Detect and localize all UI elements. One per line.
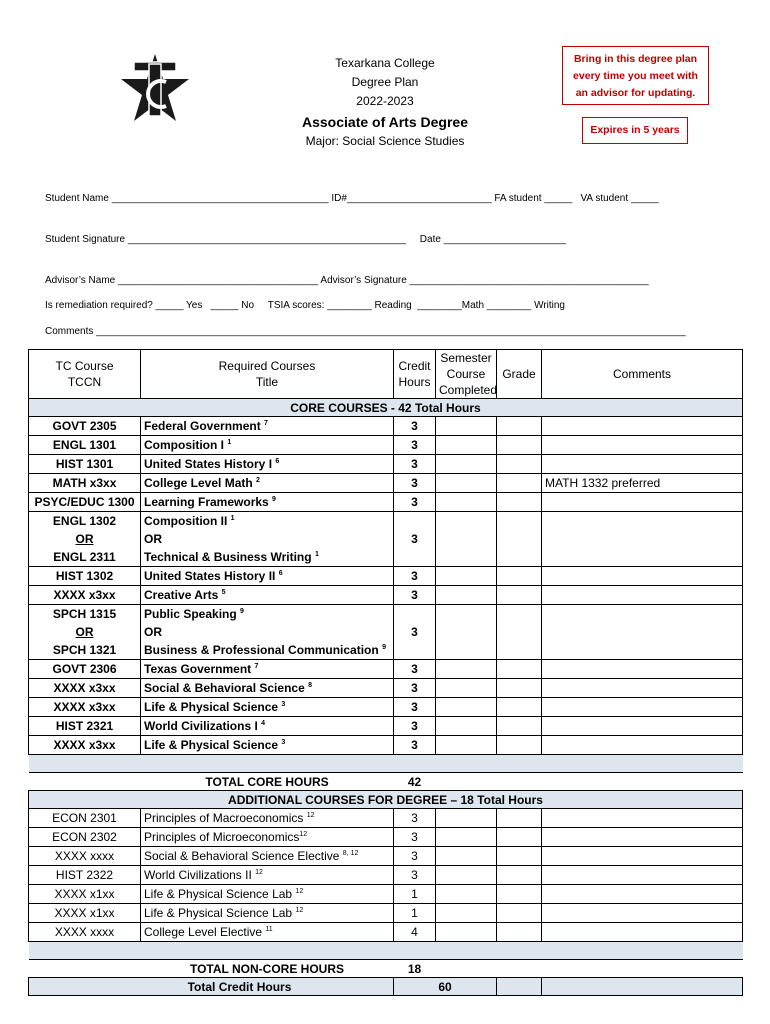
core-total-row — [29, 773, 743, 791]
remediation-line[interactable]: Is remediation required? _____ Yes _____ No TSIA scores: ________ Reading ________Math ________ Writing — [45, 300, 565, 311]
comment-cell[interactable] — [542, 586, 743, 605]
semester-cell[interactable] — [436, 866, 497, 885]
comment-cell[interactable] — [542, 736, 743, 755]
semester-cell[interactable] — [436, 474, 497, 493]
footnote-ref: 8, 12 — [342, 850, 359, 857]
course-code: OR — [75, 532, 94, 546]
grade-header: Grade — [497, 350, 542, 399]
footnote-ref: 3 — [281, 701, 286, 708]
credit-hours: 3 — [394, 512, 436, 567]
header-text: Title — [255, 375, 279, 389]
comment-cell[interactable] — [542, 809, 743, 828]
table-row — [29, 923, 743, 942]
comment-cell[interactable] — [542, 567, 743, 586]
comment-cell[interactable] — [542, 436, 743, 455]
course-code: XXXX x1xx — [54, 887, 115, 901]
course-title — [144, 885, 390, 903]
course-title — [144, 530, 390, 548]
semester-cell[interactable] — [436, 605, 497, 660]
course-code: ENGL 1301 — [52, 438, 117, 452]
credit-hours: 3 — [394, 436, 436, 455]
comments-header: Comments — [542, 350, 743, 399]
course-title — [144, 717, 390, 735]
semester-cell[interactable] — [436, 923, 497, 942]
grade-cell[interactable] — [497, 828, 542, 847]
grade-cell[interactable] — [497, 660, 542, 679]
course-code-cell — [29, 417, 141, 436]
course-title-cell — [141, 736, 394, 755]
degree-plan-table — [28, 349, 743, 996]
course-title-text: Public Speaking — [144, 607, 241, 621]
course-title-text: Composition II — [144, 514, 231, 528]
advisor-notice — [562, 46, 709, 105]
course-code: HIST 1302 — [55, 569, 114, 583]
footnote-ref: 7 — [254, 663, 259, 670]
notice-line: Bring in this degree plan — [573, 53, 698, 65]
footnote-ref: 12 — [299, 831, 308, 838]
grade-cell[interactable] — [497, 717, 542, 736]
grade-cell[interactable] — [497, 455, 542, 474]
course-code: GOVT 2305 — [52, 419, 117, 433]
grade-cell[interactable] — [497, 586, 542, 605]
course-code: GOVT 2306 — [52, 662, 117, 676]
footnote-ref: 8 — [308, 682, 312, 689]
table-row — [29, 828, 743, 847]
credit-hours: 3 — [394, 847, 436, 866]
course-title — [144, 698, 390, 716]
grade-cell[interactable] — [497, 866, 542, 885]
comment-cell[interactable] — [542, 493, 743, 512]
course-code: OR — [75, 625, 94, 639]
noncore-total-row — [29, 960, 743, 978]
table-row — [29, 660, 743, 679]
course-title-cell — [141, 493, 394, 512]
grade-cell[interactable] — [497, 474, 542, 493]
course-title-text: College Level Math — [144, 476, 257, 490]
course-title-cell — [141, 847, 394, 866]
semester-cell[interactable] — [436, 736, 497, 755]
course-title-text: Social & Behavioral Science Elective — [144, 849, 343, 863]
advisor-line[interactable]: Advisor’s Name ____________________________________ Advisor’s Signature ___________________________________________ — [45, 275, 649, 286]
credit-hours: 3 — [394, 698, 436, 717]
course-code: PSYC/EDUC 1300 — [34, 495, 135, 509]
credit-hours: 3 — [394, 828, 436, 847]
course-code-cell — [29, 923, 141, 942]
course-code-cell — [29, 828, 141, 847]
major: Major: Social Science Studies — [305, 134, 465, 148]
credit-hours: 3 — [394, 660, 436, 679]
semester-cell[interactable] — [436, 660, 497, 679]
credit-hours: 3 — [394, 455, 436, 474]
course-title-cell — [141, 455, 394, 474]
course-title-text: Principles of Macroeconomics — [144, 811, 307, 825]
course-title-text: Life & Physical Science Lab — [144, 906, 296, 920]
doc-type: Degree Plan — [351, 75, 419, 89]
course-title — [144, 493, 390, 511]
course-code: HIST 2322 — [55, 868, 114, 882]
course-code-cell — [29, 717, 141, 736]
credit-hours: 3 — [394, 717, 436, 736]
course-title-text: Composition I — [144, 438, 228, 452]
comment-cell[interactable] — [542, 660, 743, 679]
course-title-text: Federal Government — [144, 419, 265, 433]
course-title-cell — [141, 512, 394, 567]
course-title — [144, 923, 390, 941]
grand-total-row — [29, 978, 743, 996]
header-text: Required Courses — [218, 359, 316, 373]
notice-line: every time you meet with — [573, 70, 698, 82]
course-title-text: OR — [144, 625, 162, 639]
course-title-text: Technical & Business Writing — [144, 550, 315, 564]
course-code: ENGL 2311 — [53, 550, 116, 564]
course-title-text: Life & Physical Science Lab — [144, 887, 296, 901]
comment-cell[interactable] — [542, 512, 743, 567]
grade-cell[interactable] — [497, 698, 542, 717]
course-title-cell — [141, 866, 394, 885]
course-code: XXXX x3xx — [53, 681, 116, 695]
header-text: Semester — [440, 351, 492, 365]
footnote-ref: 2 — [256, 477, 260, 484]
semester-cell[interactable] — [436, 698, 497, 717]
expiry-notice: Expires in 5 years — [582, 117, 688, 144]
footnote-ref: 6 — [275, 458, 280, 465]
credit-hours: 3 — [394, 474, 436, 493]
grade-cell[interactable] — [497, 736, 542, 755]
course-title — [144, 828, 390, 846]
grade-cell[interactable] — [497, 809, 542, 828]
table-row — [29, 512, 743, 567]
header-text: Credit — [398, 359, 431, 373]
credit-hours: 3 — [394, 866, 436, 885]
course-code: SPCH 1321 — [52, 643, 117, 657]
footnote-ref: 6 — [278, 570, 283, 577]
comment-cell[interactable] — [542, 866, 743, 885]
comment-cell[interactable] — [542, 923, 743, 942]
course-code: XXXX xxxx — [54, 849, 115, 863]
table-row — [29, 698, 743, 717]
course-code: XXXX xxxx — [54, 925, 115, 939]
course-title-cell — [141, 417, 394, 436]
footnote-ref: 12 — [295, 907, 304, 914]
course-title — [144, 548, 390, 566]
additional-section-title: ADDITIONAL COURSES FOR DEGREE – 18 Total Hours — [29, 791, 743, 809]
table-row — [29, 493, 743, 512]
footnote-ref: 1 — [230, 515, 235, 522]
semester-cell[interactable] — [436, 567, 497, 586]
table-row — [29, 809, 743, 828]
student-name-line[interactable]: Student Name _______________________________________ ID#__________________________ FA student _____ VA student _____ — [45, 193, 659, 204]
course-code-cell — [29, 512, 141, 567]
course-title — [144, 660, 390, 678]
grade-cell[interactable] — [497, 417, 542, 436]
footnote-ref: 7 — [264, 420, 268, 427]
course-title — [144, 847, 390, 865]
course-title — [144, 641, 390, 659]
semester-cell[interactable] — [436, 455, 497, 474]
credit-hours: 3 — [394, 417, 436, 436]
course-title — [144, 605, 390, 623]
grand-total-label: Total Credit Hours — [29, 978, 394, 996]
course-code-cell — [29, 455, 141, 474]
grade-cell[interactable] — [497, 436, 542, 455]
course-title-cell — [141, 567, 394, 586]
header-text: TCCN — [67, 375, 102, 389]
title-header — [141, 350, 394, 399]
footnote-ref: 1 — [314, 551, 319, 558]
course-title-text: Learning Frameworks — [144, 495, 273, 509]
credit-header — [394, 350, 436, 399]
course-title — [144, 679, 390, 697]
course-code: SPCH 1315 — [52, 607, 117, 621]
course-title-text: Business & Professional Communication — [144, 643, 383, 657]
course-title — [144, 417, 390, 435]
grand-total-value: 60 — [394, 978, 497, 996]
footnote-ref: 9 — [240, 608, 244, 615]
noncore-total-value: 18 — [394, 960, 436, 978]
course-code-cell — [29, 904, 141, 923]
table-row — [29, 904, 743, 923]
semester-cell[interactable] — [436, 904, 497, 923]
course-title-cell — [141, 436, 394, 455]
course-title — [144, 809, 390, 827]
credit-hours: 4 — [394, 923, 436, 942]
semester-cell[interactable] — [436, 679, 497, 698]
semester-cell[interactable] — [436, 417, 497, 436]
credit-hours: 3 — [394, 736, 436, 755]
comments-line[interactable]: Comments __________________________________________________________________________________________________________ — [45, 326, 686, 337]
course-title-text: World Civilizations II — [144, 868, 256, 882]
footnote-ref: 11 — [265, 926, 273, 933]
course-code-cell — [29, 885, 141, 904]
table-row — [29, 679, 743, 698]
comment-cell[interactable] — [542, 605, 743, 660]
comment-cell[interactable] — [542, 698, 743, 717]
course-title-text: Life & Physical Science — [144, 700, 282, 714]
course-code-cell — [29, 736, 141, 755]
course-code: XXXX x3xx — [53, 738, 116, 752]
course-title-text: Social & Behavioral Science — [144, 681, 309, 695]
course-code-cell — [29, 586, 141, 605]
header-text: Hours — [398, 375, 431, 389]
semester-header — [436, 350, 497, 399]
grade-cell[interactable] — [497, 493, 542, 512]
course-title — [144, 866, 390, 884]
course-code-cell — [29, 493, 141, 512]
course-code-cell — [29, 660, 141, 679]
footnote-ref: 1 — [227, 439, 232, 446]
footnote-ref: 5 — [221, 589, 226, 596]
table-header-row — [29, 350, 743, 399]
credit-hours: 3 — [394, 605, 436, 660]
comment-cell[interactable]: MATH 1332 preferred — [542, 474, 743, 493]
course-code: XXXX x3xx — [53, 700, 116, 714]
grade-cell[interactable] — [497, 679, 542, 698]
table-row — [29, 885, 743, 904]
credit-hours: 1 — [394, 904, 436, 923]
degree-title: Associate of Arts Degree — [302, 114, 468, 130]
credit-hours: 3 — [394, 586, 436, 605]
header-text: TC Course — [55, 359, 114, 373]
course-title-cell — [141, 828, 394, 847]
core-section-title: CORE COURSES - 42 Total Hours — [29, 399, 743, 417]
course-title-cell — [141, 474, 394, 493]
semester-cell[interactable] — [436, 828, 497, 847]
credit-hours: 3 — [394, 493, 436, 512]
noncore-total-label: TOTAL NON-CORE HOURS — [141, 960, 394, 978]
course-title — [144, 436, 390, 454]
grade-cell[interactable] — [497, 512, 542, 567]
table-row — [29, 436, 743, 455]
comment-cell[interactable] — [542, 885, 743, 904]
semester-cell[interactable] — [436, 512, 497, 567]
course-title-text: Texas Government — [144, 662, 255, 676]
course-code-cell — [29, 605, 141, 660]
college-name: Texarkana College — [335, 56, 435, 70]
semester-cell[interactable] — [436, 717, 497, 736]
course-title — [144, 474, 390, 492]
notice-line: an advisor for updating. — [575, 87, 696, 99]
table-row — [29, 717, 743, 736]
comment-cell[interactable] — [542, 679, 743, 698]
semester-cell[interactable] — [436, 586, 497, 605]
footnote-ref: 9 — [272, 496, 276, 503]
table-row — [29, 605, 743, 660]
semester-cell[interactable] — [436, 436, 497, 455]
course-title — [144, 736, 390, 754]
course-title-text: World Civilizations I — [144, 719, 262, 733]
semester-cell[interactable] — [436, 885, 497, 904]
course-code: XXXX x1xx — [54, 906, 115, 920]
course-title — [144, 904, 390, 922]
credit-hours: 3 — [394, 679, 436, 698]
course-title-cell — [141, 586, 394, 605]
core-total-value: 42 — [394, 773, 436, 791]
course-title-cell — [141, 904, 394, 923]
college-logo — [120, 52, 190, 124]
comment-cell[interactable] — [542, 847, 743, 866]
semester-cell[interactable] — [436, 493, 497, 512]
course-code: ENGL 1302 — [52, 514, 117, 528]
semester-cell[interactable] — [436, 847, 497, 866]
footnote-ref: 12 — [255, 869, 263, 876]
course-title-cell — [141, 885, 394, 904]
course-title-cell — [141, 923, 394, 942]
core-total-label: TOTAL CORE HOURS — [141, 773, 394, 791]
course-title-cell — [141, 605, 394, 660]
table-row — [29, 847, 743, 866]
course-title-cell — [141, 679, 394, 698]
header — [280, 54, 490, 150]
course-code-cell — [29, 847, 141, 866]
course-title-cell — [141, 717, 394, 736]
grade-cell[interactable] — [497, 605, 542, 660]
table-row — [29, 866, 743, 885]
course-code: XXXX x3xx — [53, 588, 116, 602]
credit-hours: 1 — [394, 885, 436, 904]
table-row — [29, 586, 743, 605]
course-title-cell — [141, 698, 394, 717]
grade-cell[interactable] — [497, 885, 542, 904]
header-text: Completed — [439, 383, 498, 397]
course-code-cell — [29, 809, 141, 828]
course-code-cell — [29, 698, 141, 717]
course-code-cell — [29, 866, 141, 885]
credit-hours: 3 — [394, 809, 436, 828]
course-code: MATH x3xx — [52, 476, 117, 490]
course-code: ECON 2302 — [52, 830, 117, 844]
table-row — [29, 455, 743, 474]
footnote-ref: 9 — [382, 644, 386, 651]
footnote-ref: 3 — [281, 739, 286, 746]
semester-cell[interactable] — [436, 809, 497, 828]
additional-section-header — [29, 791, 743, 809]
course-title-text: OR — [144, 532, 162, 546]
table-row — [29, 474, 743, 493]
course-title — [144, 455, 390, 473]
course-code-cell — [29, 474, 141, 493]
course-title — [144, 586, 390, 604]
footnote-ref: 12 — [306, 812, 315, 819]
student-signature-line[interactable]: Student Signature __________________________________________________ Date ______________________ — [45, 234, 567, 245]
grade-cell[interactable] — [497, 567, 542, 586]
comment-cell[interactable] — [542, 717, 743, 736]
course-code-cell — [29, 567, 141, 586]
course-title-text: Life & Physical Science — [144, 738, 282, 752]
course-code: HIST 1301 — [55, 457, 114, 471]
grade-cell[interactable] — [497, 904, 542, 923]
course-title-text: United States History II — [144, 569, 279, 583]
table-row — [29, 567, 743, 586]
table-row — [29, 736, 743, 755]
credit-hours: 3 — [394, 567, 436, 586]
footnote-ref: 4 — [261, 720, 266, 727]
course-code: HIST 2321 — [55, 719, 114, 733]
academic-year: 2022-2023 — [356, 94, 414, 108]
course-title-text: College Level Elective — [144, 925, 266, 939]
course-title — [144, 512, 390, 530]
course-title-cell — [141, 809, 394, 828]
course-title-cell — [141, 660, 394, 679]
table-row — [29, 417, 743, 436]
comment-cell[interactable] — [542, 417, 743, 436]
course-code-cell — [29, 679, 141, 698]
grade-cell[interactable] — [497, 923, 542, 942]
comment-cell[interactable] — [542, 455, 743, 474]
course-header — [29, 350, 141, 399]
course-code: ECON 2301 — [52, 811, 117, 825]
footnote-ref: 12 — [295, 888, 304, 895]
course-title — [144, 567, 390, 585]
course-title-text: United States History I — [144, 457, 276, 471]
grade-cell[interactable] — [497, 847, 542, 866]
course-title — [144, 623, 390, 641]
core-section-header — [29, 399, 743, 417]
course-title-text: Principles of Microeconomics — [144, 830, 300, 844]
course-title-text: Creative Arts — [144, 588, 222, 602]
comment-cell[interactable] — [542, 828, 743, 847]
header-text: Course — [446, 367, 486, 381]
course-code-cell — [29, 436, 141, 455]
comment-cell[interactable] — [542, 904, 743, 923]
